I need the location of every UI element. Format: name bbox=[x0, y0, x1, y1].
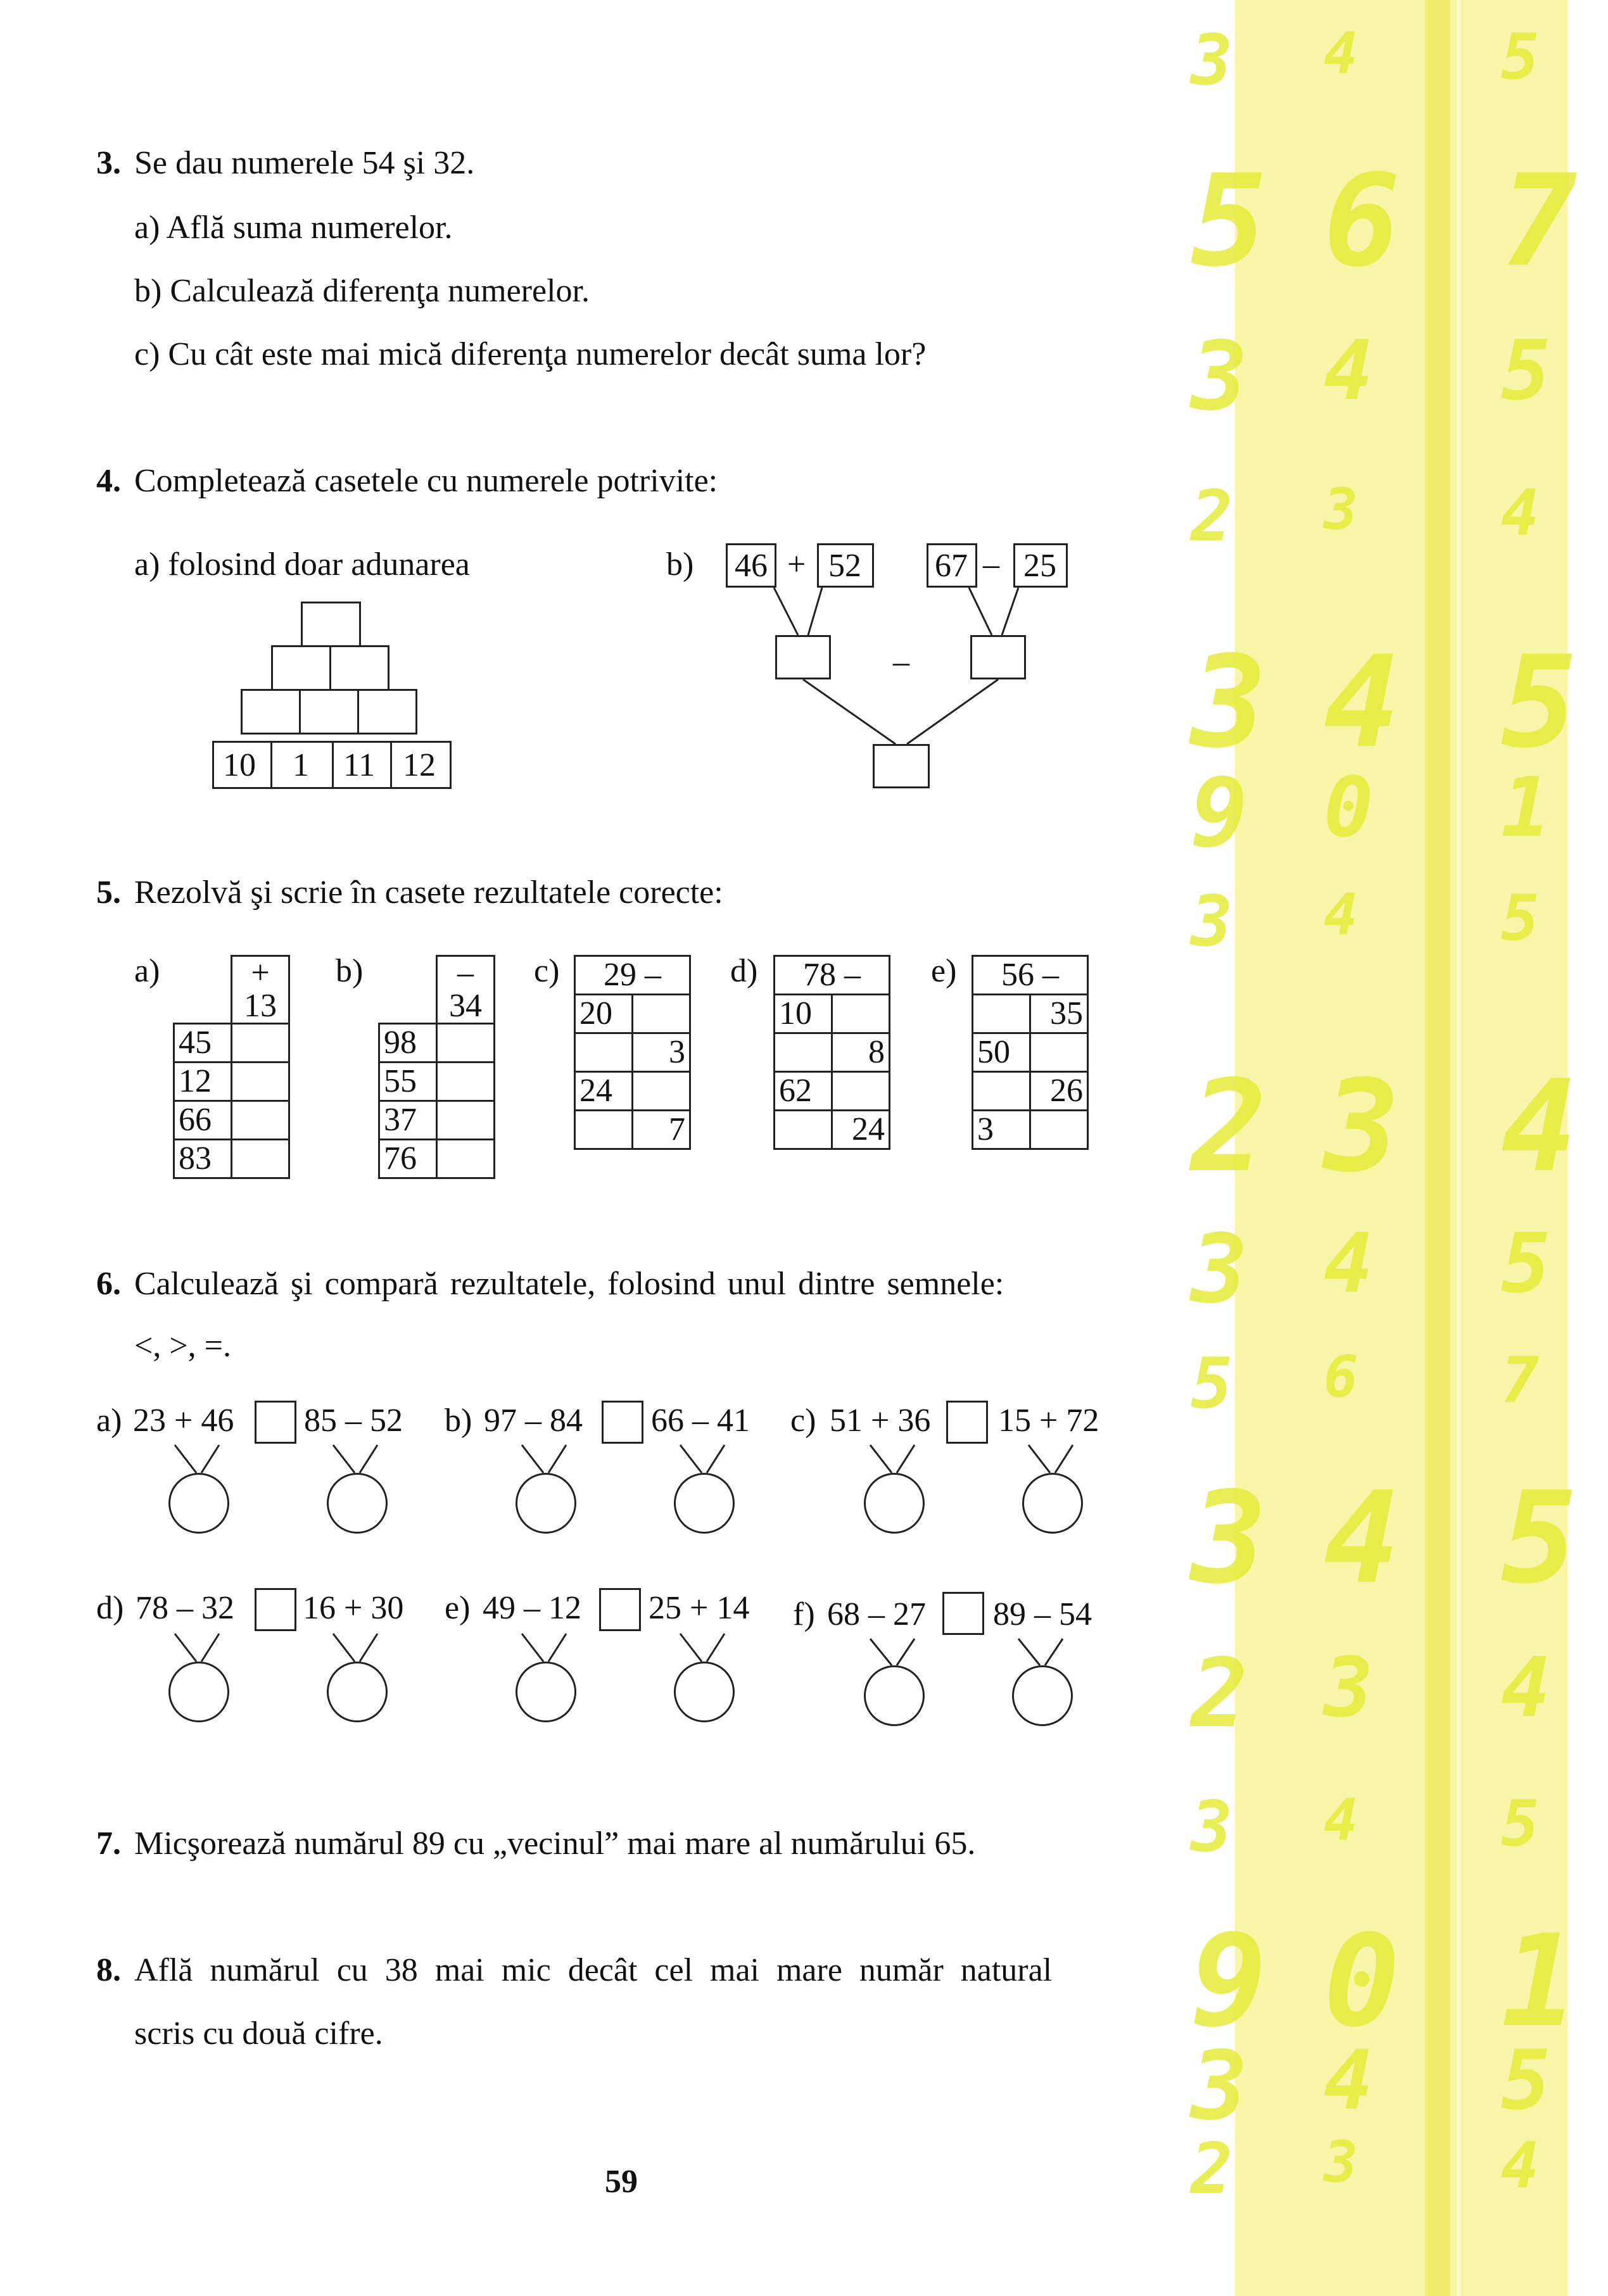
exercise-5-number: 5. bbox=[96, 874, 121, 911]
table-cell[interactable]: 26 bbox=[1030, 1072, 1088, 1111]
decorative-digit: 3 bbox=[1191, 2031, 1248, 2141]
pyramid-base-value: 1 bbox=[293, 747, 309, 783]
pyramid-base-value: 12 bbox=[403, 747, 436, 783]
decorative-digit: 2 bbox=[1191, 2128, 1233, 2209]
exercise-4-b-label: b) bbox=[666, 546, 694, 583]
decorative-digit: 5 bbox=[1501, 1465, 1578, 1612]
table-cell[interactable]: 50 bbox=[973, 1033, 1030, 1072]
table-cell: 45 bbox=[174, 1024, 232, 1063]
decorative-digit: 5 bbox=[1501, 2032, 1551, 2128]
exercise-7-number: 7. bbox=[96, 1826, 121, 1862]
decorative-digit: 1 bbox=[1501, 759, 1551, 855]
table-cell[interactable]: 35 bbox=[1030, 995, 1088, 1033]
decorative-digit: 4 bbox=[1324, 629, 1400, 776]
decorative-digit: 3 bbox=[1324, 1639, 1374, 1736]
exercise-6-signs: <, >, =. bbox=[134, 1328, 231, 1364]
table-header: 78 – bbox=[775, 956, 890, 995]
table-cell[interactable]: 20 bbox=[575, 995, 633, 1033]
tree-operator: – bbox=[983, 546, 999, 583]
exercise-8-number: 8. bbox=[96, 1952, 121, 1988]
decorative-digit: 3 bbox=[1191, 629, 1267, 776]
exercise-3-item-b: b) Calculează diferenţa numerelor. bbox=[134, 273, 590, 309]
table-label: e) bbox=[931, 953, 957, 989]
decorative-digit: 0 bbox=[1324, 759, 1374, 855]
compare-right-expr: 15 + 72 bbox=[998, 1403, 1099, 1439]
table-cell[interactable]: 3 bbox=[973, 1111, 1030, 1149]
table-label: c) bbox=[534, 953, 560, 989]
decorative-digit: 0 bbox=[1324, 1908, 1400, 2055]
table-cell: 55 bbox=[379, 1063, 437, 1101]
decorative-digit: 3 bbox=[1324, 476, 1358, 543]
decorative-digit: 5 bbox=[1501, 1215, 1551, 1311]
table-cell[interactable]: 3 bbox=[633, 1033, 690, 1072]
decorative-digit: 3 bbox=[1191, 20, 1233, 101]
compare-right-expr: 89 – 54 bbox=[993, 1596, 1092, 1632]
compare-left-expr: 49 – 12 bbox=[483, 1590, 581, 1626]
exercise-7-statement: Micşorează numărul 89 cu „vecinul” mai mare al numărului 65. bbox=[134, 1826, 976, 1862]
table-cell[interactable]: 62 bbox=[775, 1072, 832, 1111]
exercise-8-statement: Află numărul cu 38 mai mic decât cel mai mare număr natural bbox=[134, 1952, 1053, 1988]
compare-label: b) bbox=[445, 1403, 472, 1439]
decorative-digit: 6 bbox=[1324, 1344, 1358, 1410]
table-cell: 12 bbox=[174, 1063, 232, 1101]
decorative-digit: 5 bbox=[1501, 1786, 1540, 1860]
decorative-digit: 3 bbox=[1191, 1786, 1233, 1867]
exercise-4-a-label: a) folosind doar adunarea bbox=[134, 546, 470, 583]
exercise-8-statement-cont: scris cu două cifre. bbox=[134, 2015, 383, 2052]
table-cell: 66 bbox=[174, 1101, 232, 1140]
table-cell: 37 bbox=[379, 1101, 437, 1140]
page-number: 59 bbox=[605, 2164, 638, 2200]
table-header: 56 – bbox=[973, 956, 1088, 995]
table-cell[interactable]: 7 bbox=[633, 1111, 690, 1149]
decorative-digit: 4 bbox=[1324, 1215, 1374, 1311]
decorative-digit: 4 bbox=[1324, 1465, 1400, 1612]
compare-label: a) bbox=[96, 1403, 122, 1439]
decorative-digit: 4 bbox=[1324, 2032, 1374, 2128]
compare-left-expr: 51 + 36 bbox=[830, 1403, 931, 1439]
tree-leaf-value: 46 bbox=[735, 548, 768, 584]
tree-leaf-value: 67 bbox=[935, 548, 968, 584]
decorative-digit: 4 bbox=[1324, 322, 1374, 419]
exercise-3-item-a: a) Află suma numerelor. bbox=[134, 210, 453, 246]
compare-left-expr: 97 – 84 bbox=[484, 1403, 583, 1439]
compare-right-expr: 66 – 41 bbox=[651, 1403, 750, 1439]
tree-leaf-value: 52 bbox=[828, 548, 861, 584]
decorative-digit: 3 bbox=[1191, 1465, 1267, 1612]
compare-label: e) bbox=[445, 1590, 471, 1626]
decorative-digit: 5 bbox=[1191, 148, 1267, 295]
table-header: + 13 bbox=[232, 956, 289, 1024]
exercise-3-statement: Se dau numerele 54 şi 32. bbox=[134, 145, 475, 181]
table-cell[interactable]: 8 bbox=[832, 1033, 890, 1072]
exercise-3-number: 3. bbox=[96, 145, 121, 181]
exercise-3-item-c: c) Cu cât este mai mică diferenţa numerelor decât suma lor? bbox=[134, 336, 927, 372]
compare-left-expr: 78 – 32 bbox=[136, 1590, 234, 1626]
tree-leaf-value: 25 bbox=[1023, 548, 1056, 584]
table-header: 29 – bbox=[575, 956, 690, 995]
exercise-6-number: 6. bbox=[96, 1266, 121, 1302]
decorative-digit: 5 bbox=[1501, 881, 1540, 955]
decorative-digit: 5 bbox=[1501, 322, 1551, 419]
table-label: a) bbox=[134, 953, 160, 989]
table-cell[interactable]: 24 bbox=[575, 1072, 633, 1111]
pyramid-base-value: 10 bbox=[223, 747, 256, 783]
decorative-digit: 4 bbox=[1501, 1053, 1578, 1201]
compare-label: d) bbox=[96, 1590, 124, 1626]
decorative-digit: 5 bbox=[1191, 1343, 1233, 1424]
decorative-digit: 4 bbox=[1324, 1787, 1358, 1853]
table-cell[interactable]: 24 bbox=[832, 1111, 890, 1149]
decorative-digit: 4 bbox=[1501, 1639, 1551, 1736]
decorative-digit: 6 bbox=[1324, 148, 1400, 295]
decorative-digit: 1 bbox=[1501, 1908, 1578, 2055]
decorative-digit: 3 bbox=[1191, 322, 1248, 432]
decorative-digit: 3 bbox=[1191, 1214, 1248, 1325]
decorative-digit: 4 bbox=[1501, 2128, 1540, 2202]
table-cell: 76 bbox=[379, 1140, 437, 1178]
decorative-digit: 2 bbox=[1191, 476, 1233, 557]
compare-right-expr: 25 + 14 bbox=[649, 1590, 750, 1626]
decorative-digit: 2 bbox=[1191, 1053, 1267, 1201]
decorative-digit: 5 bbox=[1501, 629, 1578, 776]
compare-left-expr: 68 – 27 bbox=[827, 1596, 926, 1632]
tree-operator: – bbox=[893, 644, 909, 680]
compare-right-expr: 85 – 52 bbox=[304, 1403, 403, 1439]
table-header: – 34 bbox=[437, 956, 495, 1024]
decorative-digit: 2 bbox=[1191, 1639, 1248, 1749]
pyramid-base-value: 11 bbox=[343, 747, 376, 783]
exercise-5-statement: Rezolvă şi scrie în casete rezultatele corecte: bbox=[134, 874, 723, 911]
tree-operator: + bbox=[787, 546, 806, 583]
decorative-digit: 9 bbox=[1191, 759, 1248, 869]
decorative-digit: 3 bbox=[1191, 881, 1233, 962]
exercise-4-number: 4. bbox=[96, 463, 121, 499]
table-label: d) bbox=[730, 953, 758, 989]
decorative-digit: 3 bbox=[1324, 1053, 1400, 1201]
table-cell: 83 bbox=[174, 1140, 232, 1178]
table-cell: 98 bbox=[379, 1024, 437, 1063]
decorative-digit: 4 bbox=[1324, 881, 1358, 948]
decorative-digit: 7 bbox=[1501, 1343, 1540, 1417]
compare-left-expr: 23 + 46 bbox=[133, 1403, 234, 1439]
decorative-digit: 5 bbox=[1501, 20, 1540, 94]
table-label: b) bbox=[336, 953, 364, 989]
table-cell[interactable]: 10 bbox=[775, 995, 832, 1033]
compare-label: f) bbox=[793, 1596, 815, 1632]
decorative-digit: 4 bbox=[1324, 20, 1358, 87]
decorative-digit: 7 bbox=[1501, 148, 1578, 295]
compare-right-expr: 16 + 30 bbox=[303, 1590, 404, 1626]
exercise-6-statement: Calculează şi compară rezultatele, folosind unul dintre semnele: bbox=[134, 1266, 1004, 1302]
decorative-digit: 4 bbox=[1501, 476, 1540, 550]
decorative-digit: 3 bbox=[1324, 2129, 1358, 2195]
decorative-digit: 9 bbox=[1191, 1908, 1267, 2055]
compare-label: c) bbox=[790, 1403, 816, 1439]
exercise-4-statement: Completează casetele cu numerele potrivite: bbox=[134, 463, 718, 499]
